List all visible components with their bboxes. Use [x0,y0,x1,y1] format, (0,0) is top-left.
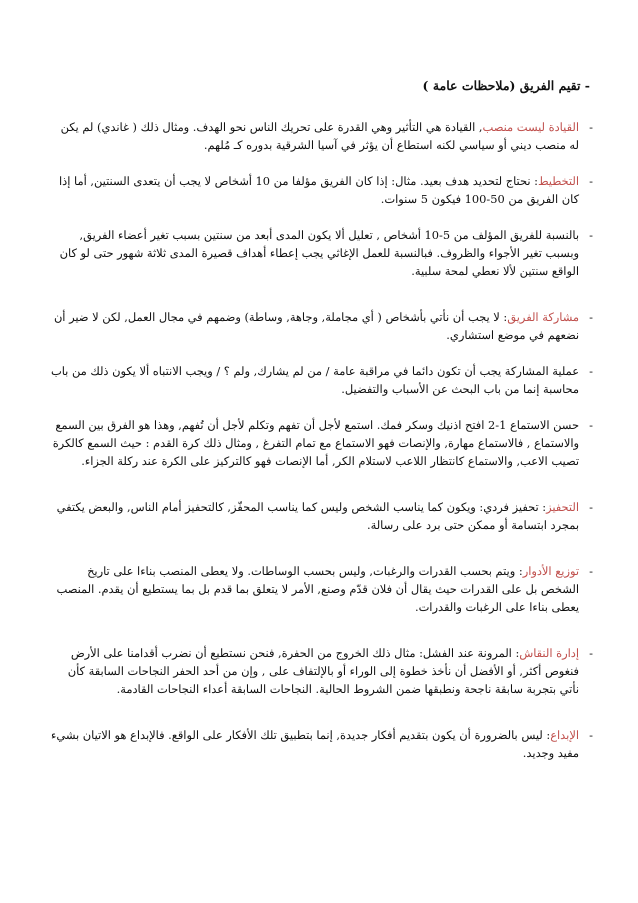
item-text: بالنسبة للفريق المؤلف من 5-10 أشخاص , تعليل ألا يكون المدى أبعد من سنتين بسبب تغير أعضاء الفريق, وبسبب تغير الأجواء والظروف. فبالنسبة للعمل الإغاثي يجب إعطاء أهداف قصيرة المدى ثلاثة شهور حتى لو كان الواقع سنتين لألا نعطي لمحة سلبية. [59,228,579,278]
item-text: : ليس بالضرورة أن يكون بتقديم أفكار جديدة, إنما بتطبيق تلك الأفكار على الواقع. فالإبداع هو الاتيان بشيء مفيد وجديد. [50,728,579,760]
item-term: التحفيز [546,500,579,514]
bullet-dash: - [589,500,593,514]
item-text: : المرونة عند الفشل: مثال ذلك الخروج من الحفرة, فنحن نستطيع أن نضرب أقدامنا على الأرض فنغوص أكثر, أو الأفضل أن نأخذ خطوة إلى الوراء أو بالإلتفاف على , وإن من أحد الحفر النجاحات السابقة كأن نأتي بتجربة سابقة ناجحة ونطبقها ضمن الشروط الحالية. النجاحات السابقة أعداء النجاحات القادمة. [67,646,579,696]
bullet-dash: - [589,120,593,134]
item-term: التخطيط [537,174,579,188]
item-text: : نحتاج لتحديد هدف بعيد. مثال: إذا كان الفريق مؤلفا من 10 أشخاص لا يجب أن يتعدى السنتين, أما إذا كان الفريق من 50-100 فيكون 5 سنوات. [58,174,579,206]
item-term: القيادة ليست منصب [482,120,579,134]
bullet-dash: - [589,728,593,742]
item-text: : تحفيز فردي: ويكون كما يناسب الشخص وليس كما يناسب المحفّز, كالتحفيز أمام الناس, والبعض يكتفي بمجرد ابتسامة أو ممكن حتى برد على رسالة. [56,500,579,532]
bullet-dash: - [589,174,593,188]
item-text: عملية المشاركة يجب أن تكون دائما في مراقبة عامة / من لم يشارك, ولم ؟ / ويجب الانتباه ألا يكون ذلك من باب محاسبة إنما من باب البحث عن الأسباب والتفضيل. [50,364,579,396]
item-text: , القيادة هي التأثير وهي القدرة على تحريك الناس نحو الهدف. ومثال ذلك ( غاندي) لم يكن له منصب ديني أو سياسي لكنه استطاع أن يؤثر في آسيا الشرقية بدوره كـ مُلهم. [60,120,579,152]
document-title: - تقيم الفريق (ملاحظات عامة ) [422,78,590,93]
bullet-dash: - [589,418,593,432]
list-item-team-participation [50,308,596,344]
item-text: : لا يجب أن نأتي بأشخاص ( أي مجاملة, وجاهة, وساطة) وضمهم في مجال العمل, لكن لا ضير أن نضعهم في موضع استشاري. [53,310,579,342]
bullet-dash: - [589,228,593,242]
item-text: : ويتم بحسب القدرات والرغبات, وليس بحسب الوساطات. ولا يعطى المنصب بناءا على تاريخ الشخص بل على القدرات حيث يقال أن فلان قدّم وصنع, الأمر لا يتعلق بما قدم بل بما يستطيع أن يقدم. المنصب يعطى بناءا على الرغبات والقدرات. [56,564,579,614]
list-item-participation-process [50,362,596,398]
item-term: توزيع الأدوار [522,564,579,578]
item-term: مشاركة الفريق [507,310,579,324]
list-item-team-size [50,226,596,280]
list-item-leadership [50,118,596,154]
list-item-motivation [50,498,596,534]
list-item-role-distribution [50,562,596,616]
item-term: الإبداع [550,728,579,742]
list-item-discussion-management [50,644,596,698]
list-item-listening [50,416,596,470]
item-term: إدارة النقاش [519,646,579,660]
bullet-dash: - [589,310,593,324]
list-item-creativity [50,726,596,762]
bullet-dash: - [589,646,593,660]
list-item-planning [50,172,596,208]
item-text: حسن الاستماع 1-2 افتح اذنيك وسكر فمك. استمع لأجل أن تفهم وتكلم لأجل أن تُفهم, وهذا هو الفرق بين السمع والاستماع , فالاستماع مهارة, والإنصات فهو الاستماع مع تمام التفرغ , ومثال ذلك كرة القدم : حيث السمع كالكرة تصيب الاعب, والاستماع كانتظار اللاعب لاستلام الكر, أما الإنصات فهو كالتركيز على الكرة عند ركلة الجزاء. [52,418,579,468]
document-page [50,78,596,762]
bullet-dash: - [589,364,593,378]
bullet-dash: - [589,564,593,578]
